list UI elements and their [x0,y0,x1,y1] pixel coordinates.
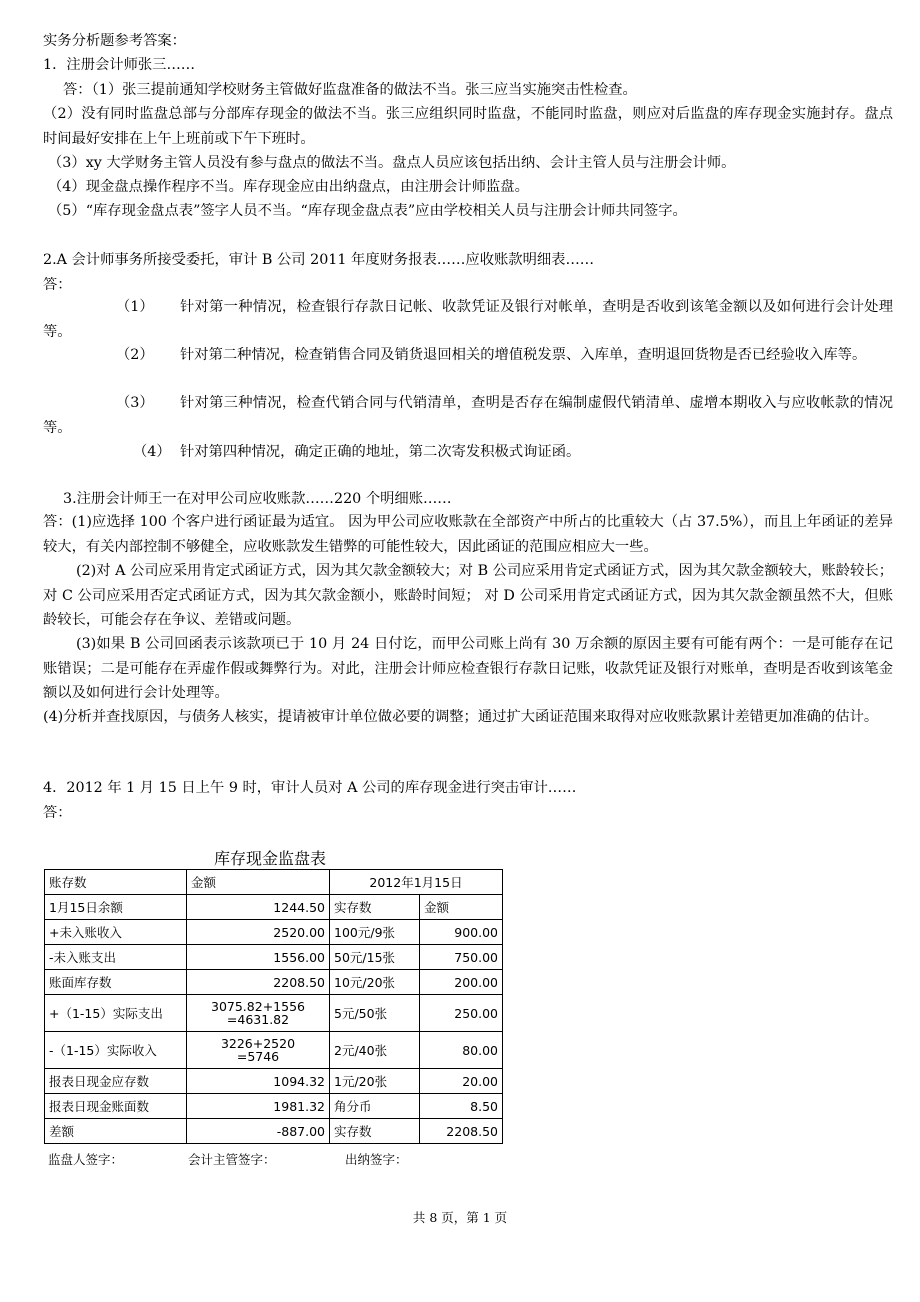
row-label: 报表日现金应存数 [45,1069,187,1094]
row-label: +未入账收入 [45,920,187,945]
q3-paragraph-2: (2)对 A 公司应采用肯定式函证方式，因为其欠款金额较大；对 B 公司应采用肯定式函证方式，因为其欠款金额较大，账龄较长； 对 C 公司应采用否定式函证方式，因为其欠款金额小，账龄时间短； 对 D 公司采用肯定式函证方式，因为其欠款金额虽然不大，但账龄较长，可能会存在争议、差错或问题。 [43,563,893,628]
formula-line-1: 3075.82+1556 [211,999,305,1014]
row-denomination: 5元/50张 [330,995,420,1032]
row-denomination-amount: 20.00 [420,1069,503,1094]
table-row [45,970,503,995]
table-row [45,895,503,920]
row-denomination-amount: 900.00 [420,920,503,945]
table-row [45,1094,503,1119]
doc-heading: 实务分析题参考答案： [43,33,186,49]
q4-answer-label: 答： [43,805,72,821]
cashier-signature-label: 出纳签字： [345,1152,408,1167]
header-book-balance: 账存数 [45,870,187,895]
row-amount: 1556.00 [187,945,330,970]
row-denomination: 50元/15张 [330,945,420,970]
header-date: 2012年1月15日 [330,870,503,895]
q2-item-4-number: （4） [133,444,171,460]
q2-item-3 [43,391,893,440]
q1-title: 1．注册会计师张三…… [43,57,196,73]
row-denomination-amount: 250.00 [420,995,503,1032]
q2-item-2-text: 针对第二种情况，检查销售合同及销货退回相关的增值税发票、入库单，查明退回货物是否已经验收入库等。 [180,347,867,363]
q2-answer-label: 答： [43,277,72,293]
table-row [45,945,503,970]
q1-answer-2: （2）没有同时监盘总部与分部库存现金的做法不当。张三应组织同时监盘，不能同时监盘，则应对后监盘的库存现金实施封存。盘点时间最好安排在上午上班前或下午下班时。 [43,106,893,147]
row-label: -未入账支出 [45,945,187,970]
accountant-signature-label: 会计主管签字： [188,1152,276,1167]
row-denomination: 角分币 [330,1094,420,1119]
row-amount-formula [187,1032,330,1069]
q3-title: 3.注册会计师王一在对甲公司应收账款……220 个明细账…… [63,491,452,507]
row-denomination-amount: 80.00 [420,1032,503,1069]
q2-item-3-text: 针对第三种情况，检查代销合同与代销清单，查明是否存在编制虚假代销清单、虚增本期收入与应收帐款的情况等。 [43,395,893,436]
q2-item-4-text: 针对第四种情况，确定正确的地址，第二次寄发积极式询证函。 [180,444,581,460]
formula-line-1: 3226+2520 [220,1036,296,1051]
q1-answer-1: 答：（1）张三提前通知学校财务主管做好监盘准备的做法不当。张三应当实施突击性检查。 [63,82,637,98]
row-amount: 1244.50 [187,895,330,920]
row-denomination-amount: 2208.50 [420,1119,503,1144]
row-label: 账面库存数 [45,970,187,995]
table-row [45,1032,503,1069]
row-amount: 1094.32 [187,1069,330,1094]
q2-item-2-number: （2） [116,347,154,363]
q1-answer-5: （5）“库存现金盘点表”签字人员不当。“库存现金盘点表”应由学校相关人员与注册会计师共同签字。 [48,203,687,219]
formula-line-2: =5746 [236,1049,280,1064]
row-denomination-amount: 750.00 [420,945,503,970]
row-label: -（1-15）实际收入 [45,1032,187,1069]
row-denomination: 10元/20张 [330,970,420,995]
row-label: 报表日现金账面数 [45,1094,187,1119]
supervisor-signature-label: 监盘人签字： [48,1152,124,1167]
table-row [45,920,503,945]
q3-paragraph-4: (4)分析并查找原因，与债务人核实，提请被审计单位做必要的调整；通过扩大函证范围来取得对应收账款累计差错更加准确的估计。 [43,709,879,725]
row-amount: 1981.32 [187,1094,330,1119]
q2-item-3-number: （3） [116,395,154,411]
table-row [45,1119,503,1144]
row-amount: -887.00 [187,1119,330,1144]
q3-paragraph-3: (3)如果 B 公司回函表示该款项已于 10 月 24 日付讫，而甲公司账上尚有 30 万余额的原因主要有可能有两个：一是可能存在记账错误；二是可能存在弄虚作假或舞弊行为。对此，注册会计师应检查银行存款日记账，收款凭证及银行对账单，查明是否收到该笔金额以及如何进行会计处理等。 [43,636,893,701]
q1-answer-4: （4）现金盘点操作程序不当。库存现金应由出纳盘点，由注册会计师监盘。 [48,179,529,195]
row-denomination: 1元/20张 [330,1069,420,1094]
header-amount: 金额 [187,870,330,895]
row-denomination: 100元/9张 [330,920,420,945]
q4-title: 4．2012 年 1 月 15 日上午 9 时，审计人员对 A 公司的库存现金进行突击审计…… [43,780,577,796]
page-footer: 共 8 页，第 1 页 [412,1210,508,1225]
row-amount: 2208.50 [187,970,330,995]
cash-count-table-title: 库存现金监盘表 [214,849,327,868]
header-actual-amount: 金额 [420,895,503,920]
row-label: 1月15日余额 [45,895,187,920]
q2-item-1 [43,295,893,344]
row-denomination-amount: 200.00 [420,970,503,995]
row-denomination-amount: 8.50 [420,1094,503,1119]
q1-answer-3: （3）xy 大学财务主管人员没有参与盘点的做法不当。盘点人员应该包括出纳、会计主管人员与注册会计师。 [48,155,736,171]
row-label: 差额 [45,1119,187,1144]
q2-item-1-number: （1） [116,299,154,315]
row-denomination: 实存数 [330,1119,420,1144]
cash-count-table [44,869,503,1144]
header-actual-count: 实存数 [330,895,420,920]
q2-title: 2.A 会计师事务所接受委托，审计 B 公司 2011 年度财务报表……应收账款明细表…… [43,252,595,268]
q2-item-1-text: 针对第一种情况，检查银行存款日记帐、收款凭证及银行对帐单，查明是否收到该笔金额以及如何进行会计处理等。 [43,299,893,340]
q3-paragraph-1: 答：(1)应选择 100 个客户进行函证最为适宜。 因为甲公司应收账款在全部资产中所占的比重较大（占 37.5%），而且上年函证的差异较大，有关内部控制不够健全，应收账款发生错弊的可能性较大，因此函证的范围应相应大一些。 [43,514,893,555]
table-row [45,995,503,1032]
row-amount-formula [187,995,330,1032]
row-denomination: 2元/40张 [330,1032,420,1069]
row-amount: 2520.00 [187,920,330,945]
q2-item-2 [43,343,893,368]
table-header-row [45,870,503,895]
table-row [45,1069,503,1094]
row-label: +（1-15）实际支出 [45,995,187,1032]
formula-line-2: =4631.82 [226,1012,290,1027]
